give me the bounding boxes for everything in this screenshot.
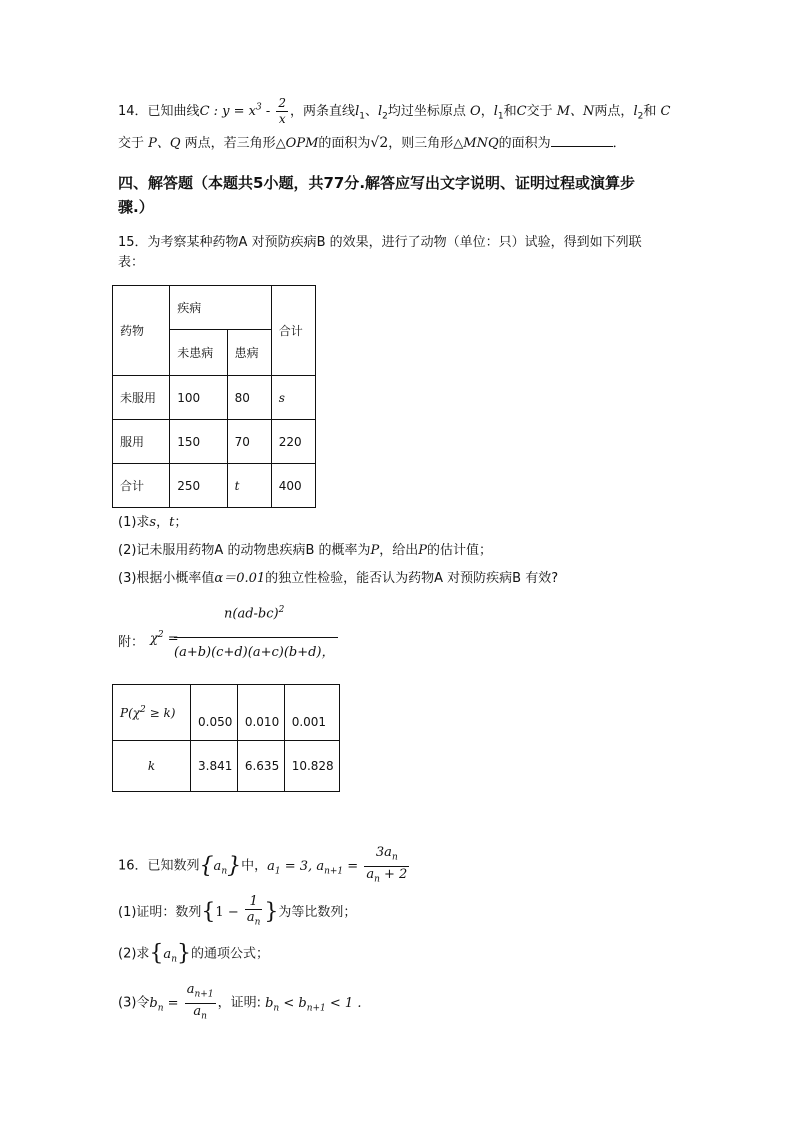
row-label: k	[113, 741, 191, 792]
cell: 3.841	[191, 741, 238, 792]
cell: 150	[170, 420, 227, 464]
q14-sqrt: √2	[370, 135, 389, 151]
cell: 0.050	[191, 685, 238, 741]
table-row	[113, 741, 340, 792]
row-label: $P(\chi^2 \ge k)$	[113, 685, 191, 741]
q14-number: 14．	[118, 104, 148, 119]
q14-line1: 14．已知曲线C : $y = x^3$ - $\frac{2}{x}$ ，两条直线$l_1$、$l_2$均过坐标原点 O，$l_1$和C交于 M、N两点，$l_2$和 C	[118, 96, 671, 126]
q15-part3: (3)根据小概率值α＝0.01的独立性检验，能否认为药物A 对预防疾病B 有效?	[118, 571, 559, 586]
alpha-value: α＝0.01	[214, 571, 266, 586]
row-label: 服用	[113, 420, 170, 464]
critical-value-table	[112, 684, 340, 792]
q14-fraction: $\frac{2}{x}$	[278, 96, 287, 126]
q14-l1: l	[355, 104, 360, 119]
section4-title: 四、解答题（本题共5小题，共77分.解答应写出文字说明、证明过程或演算步	[118, 174, 636, 192]
q16-part3: (3)令$b_n$ = $\frac{a_{n+1}}{a_n}$ ，证明: $b_n < b_{n+1} < 1$ .	[118, 982, 361, 1024]
formula-label: 附：	[118, 635, 145, 650]
table-row	[113, 464, 316, 508]
q16-line1: 16．已知数列$\{a_n\}$中，$a_1 = 3$, $a_{n+1}$ = $\frac{3a_n}{a_n + 2}$	[118, 845, 411, 887]
q16-inequality: $b_n < b_{n+1} < 1$ .	[265, 995, 362, 1014]
q14-answer-blank[interactable]	[551, 134, 613, 147]
table-subheader-no: 未患病	[170, 330, 227, 376]
q14-curve: C : $y = x^3$ -	[199, 102, 275, 119]
q14-triangle-mnq: △MNQ	[453, 136, 499, 151]
q16-recurrence: $a_1 = 3$, $a_{n+1}$ =	[267, 858, 363, 877]
fraction-bar	[174, 637, 338, 638]
table-header-total: 合计	[271, 286, 315, 376]
formula-denominator: (a+b)(c+d)(a+c)(b+d)，	[174, 645, 335, 660]
cell: 0.010	[237, 685, 284, 741]
table-row	[113, 420, 316, 464]
q14-l2: l	[377, 104, 383, 119]
cell: s	[271, 376, 315, 420]
cell: 0.001	[284, 685, 339, 741]
q15-part2: (2)记未服用药物A 的动物患疾病B 的概率为P，给出P的估计值；	[118, 543, 493, 558]
cell: 220	[271, 420, 315, 464]
q15-part1: (1)求s，t；	[118, 515, 188, 530]
contingency-table	[112, 285, 316, 508]
cell: t	[227, 464, 271, 508]
cell: 10.828	[284, 741, 339, 792]
cell: 400	[271, 464, 315, 508]
row-label: 未服用	[113, 376, 170, 420]
cell: 250	[170, 464, 227, 508]
q14-text: 已知曲线	[147, 104, 200, 119]
q14-line2: 交于 P、Q 两点，若三角形△OPM的面积为√2，则三角形△MNQ的面积为 ．	[118, 135, 626, 151]
cell: 80	[227, 376, 271, 420]
q14-triangle-opm: △OPM	[275, 136, 319, 151]
chi-square-formula	[118, 603, 358, 663]
formula-lhs: $\chi^2$ =	[150, 630, 179, 647]
formula-numerator: $n(ad-bc)^2$	[224, 605, 285, 622]
q16-part2: (2)求$\{a_n\}$的通项公式；	[118, 941, 269, 966]
row-label: 合计	[113, 464, 170, 508]
q15-line2: 表：	[118, 255, 145, 270]
table-header-drug: 药物	[113, 286, 170, 376]
q16-part3-fraction: $\frac{a_{n+1}}{a_n}$	[186, 982, 214, 1022]
section4-title-cont: 骤.）	[118, 198, 154, 216]
table-row	[113, 685, 340, 741]
cell: 100	[170, 376, 227, 420]
cell: 6.635	[237, 741, 284, 792]
q16-recurrence-fraction: $\frac{3a_n}{a_n + 2}$	[366, 845, 408, 885]
q15-line1: 15．为考察某种药物A 对预防疾病B 的效果，进行了动物（单位：只）试验，得到如下列联	[118, 235, 642, 250]
q16-part1: (1)证明：数列{1 − $\frac{1}{a_n}$ }为等比数列；	[118, 894, 356, 931]
cell: 70	[227, 420, 271, 464]
table-header-disease: 疾病	[170, 286, 271, 330]
q16-part1-fraction: $\frac{1}{a_n}$	[246, 894, 261, 928]
q14-text-2: ，两条直线	[290, 104, 356, 119]
table-subheader-yes: 患病	[227, 330, 271, 376]
table-row	[113, 376, 316, 420]
